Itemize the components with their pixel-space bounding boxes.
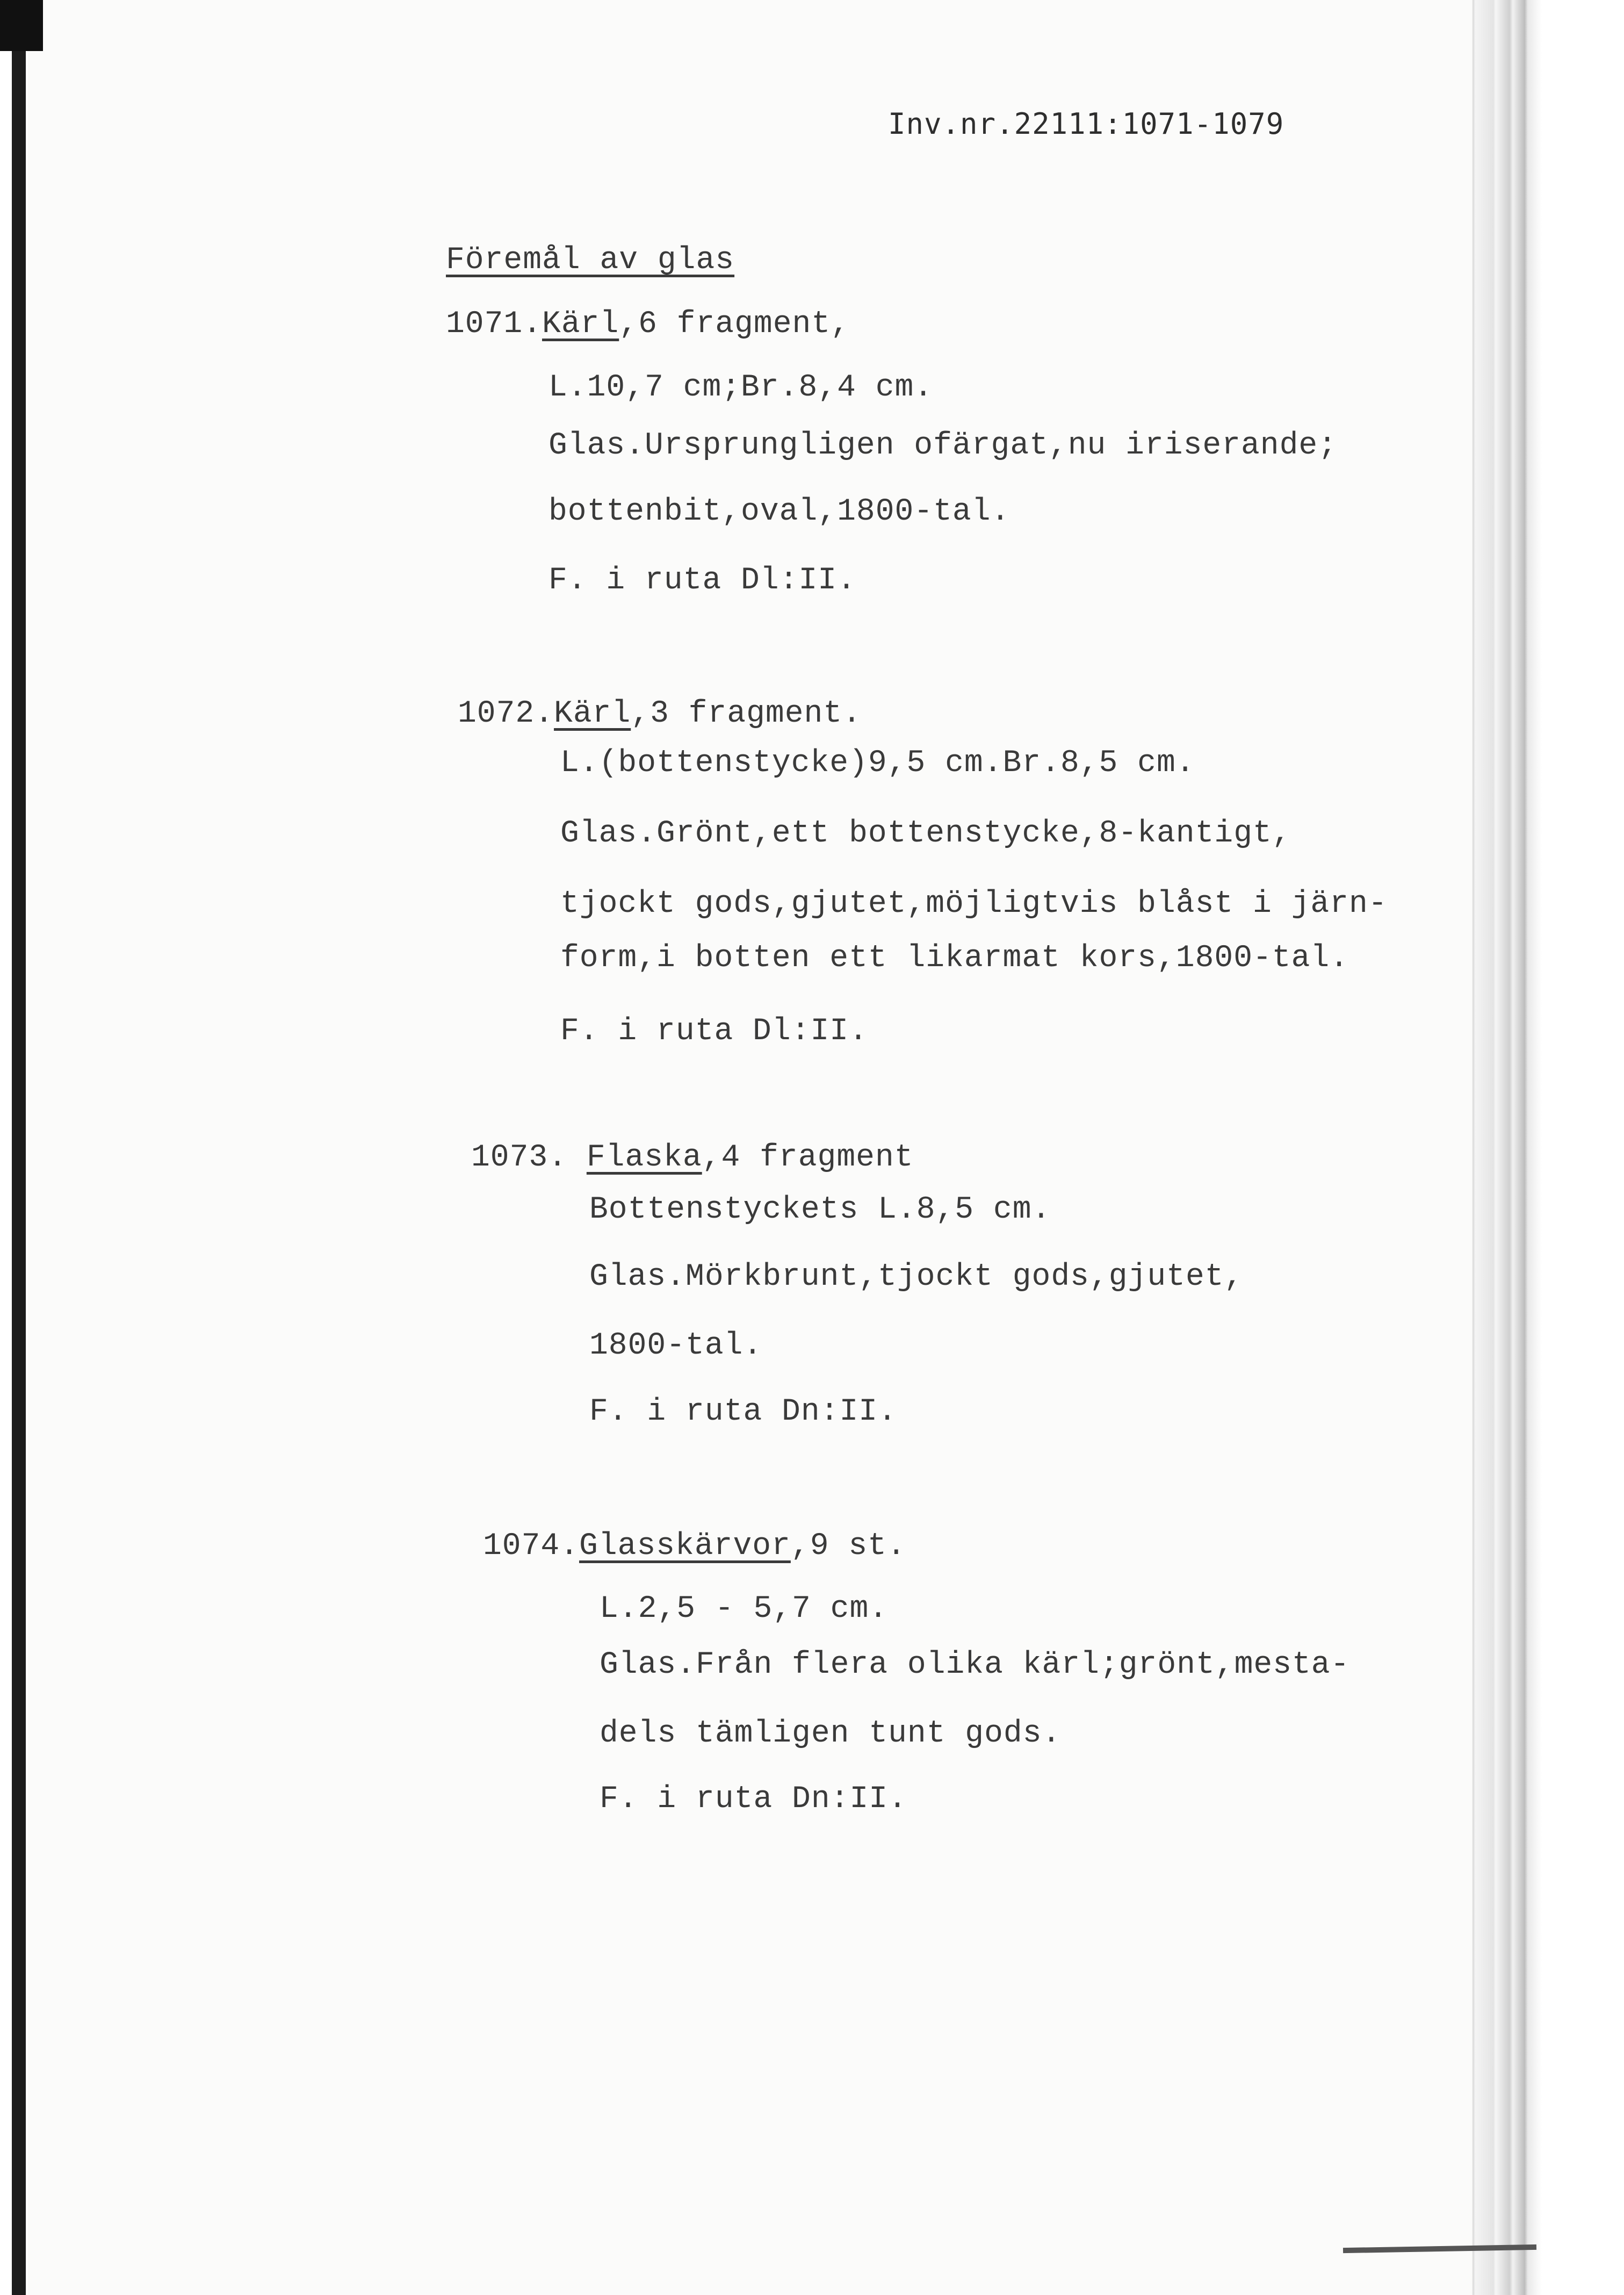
entry-count: ,9 st. — [790, 1529, 906, 1564]
entry-name: Flaska — [586, 1140, 702, 1175]
entry-line: tjockt gods,gjutet,möjligtvis blåst i järn- — [560, 887, 1388, 922]
entry-name: Kärl — [542, 307, 619, 342]
entry-count: ,3 fragment. — [631, 696, 862, 731]
entry-number: 1074. — [483, 1529, 580, 1564]
entry-line: F. i ruta Dl:II. — [548, 563, 856, 598]
entry-number: 1073. — [471, 1140, 568, 1175]
inventory-number: Inv.nr.22111:1071-1079 — [888, 107, 1284, 141]
entry-line: Glas.Ursprungligen ofärgat,nu iriserande; — [548, 428, 1338, 463]
entry-name: Kärl — [554, 696, 631, 731]
entry-line: F. i ruta Dn:II. — [589, 1394, 897, 1429]
entry-line: dels tämligen tunt gods. — [600, 1716, 1062, 1751]
entry-1071-heading — [446, 306, 850, 343]
entry-line: L.2,5 - 5,7 cm. — [600, 1592, 889, 1627]
entry-count: ,6 fragment, — [619, 307, 850, 342]
entry-line: Bottenstyckets L.8,5 cm. — [589, 1192, 1051, 1227]
entry-line: Glas.Från flera olika kärl;grönt,mesta- — [600, 1647, 1350, 1682]
entry-line: L.(bottenstycke)9,5 cm.Br.8,5 cm. — [560, 746, 1195, 781]
entry-line: F. i ruta Dl:II. — [560, 1014, 868, 1049]
entry-count: ,4 fragment — [702, 1140, 914, 1175]
entry-line: L.10,7 cm;Br.8,4 cm. — [548, 370, 934, 405]
page-stack-edge — [1461, 0, 1624, 2295]
entry-1073-heading — [471, 1139, 914, 1177]
entry-line: Glas.Mörkbrunt,tjockt gods,gjutet, — [589, 1260, 1244, 1294]
entry-line: F. i ruta Dn:II. — [600, 1782, 907, 1817]
entry-number: 1071. — [446, 307, 543, 342]
entry-line: form,i botten ett likarmat kors,1800-tal. — [560, 941, 1349, 976]
entry-number: 1072. — [458, 696, 554, 731]
scan-left-edge — [0, 0, 28, 2295]
entry-1074-heading — [483, 1528, 906, 1565]
entry-line: Glas.Grönt,ett bottenstycke,8-kantigt, — [560, 816, 1291, 851]
entry-name: Glasskärvor — [579, 1529, 791, 1564]
entry-line: 1800-tal. — [589, 1328, 763, 1363]
entry-line: bottenbit,oval,1800-tal. — [548, 494, 1011, 529]
entry-1072-heading — [458, 695, 862, 733]
section-title: Föremål av glas — [446, 243, 735, 278]
